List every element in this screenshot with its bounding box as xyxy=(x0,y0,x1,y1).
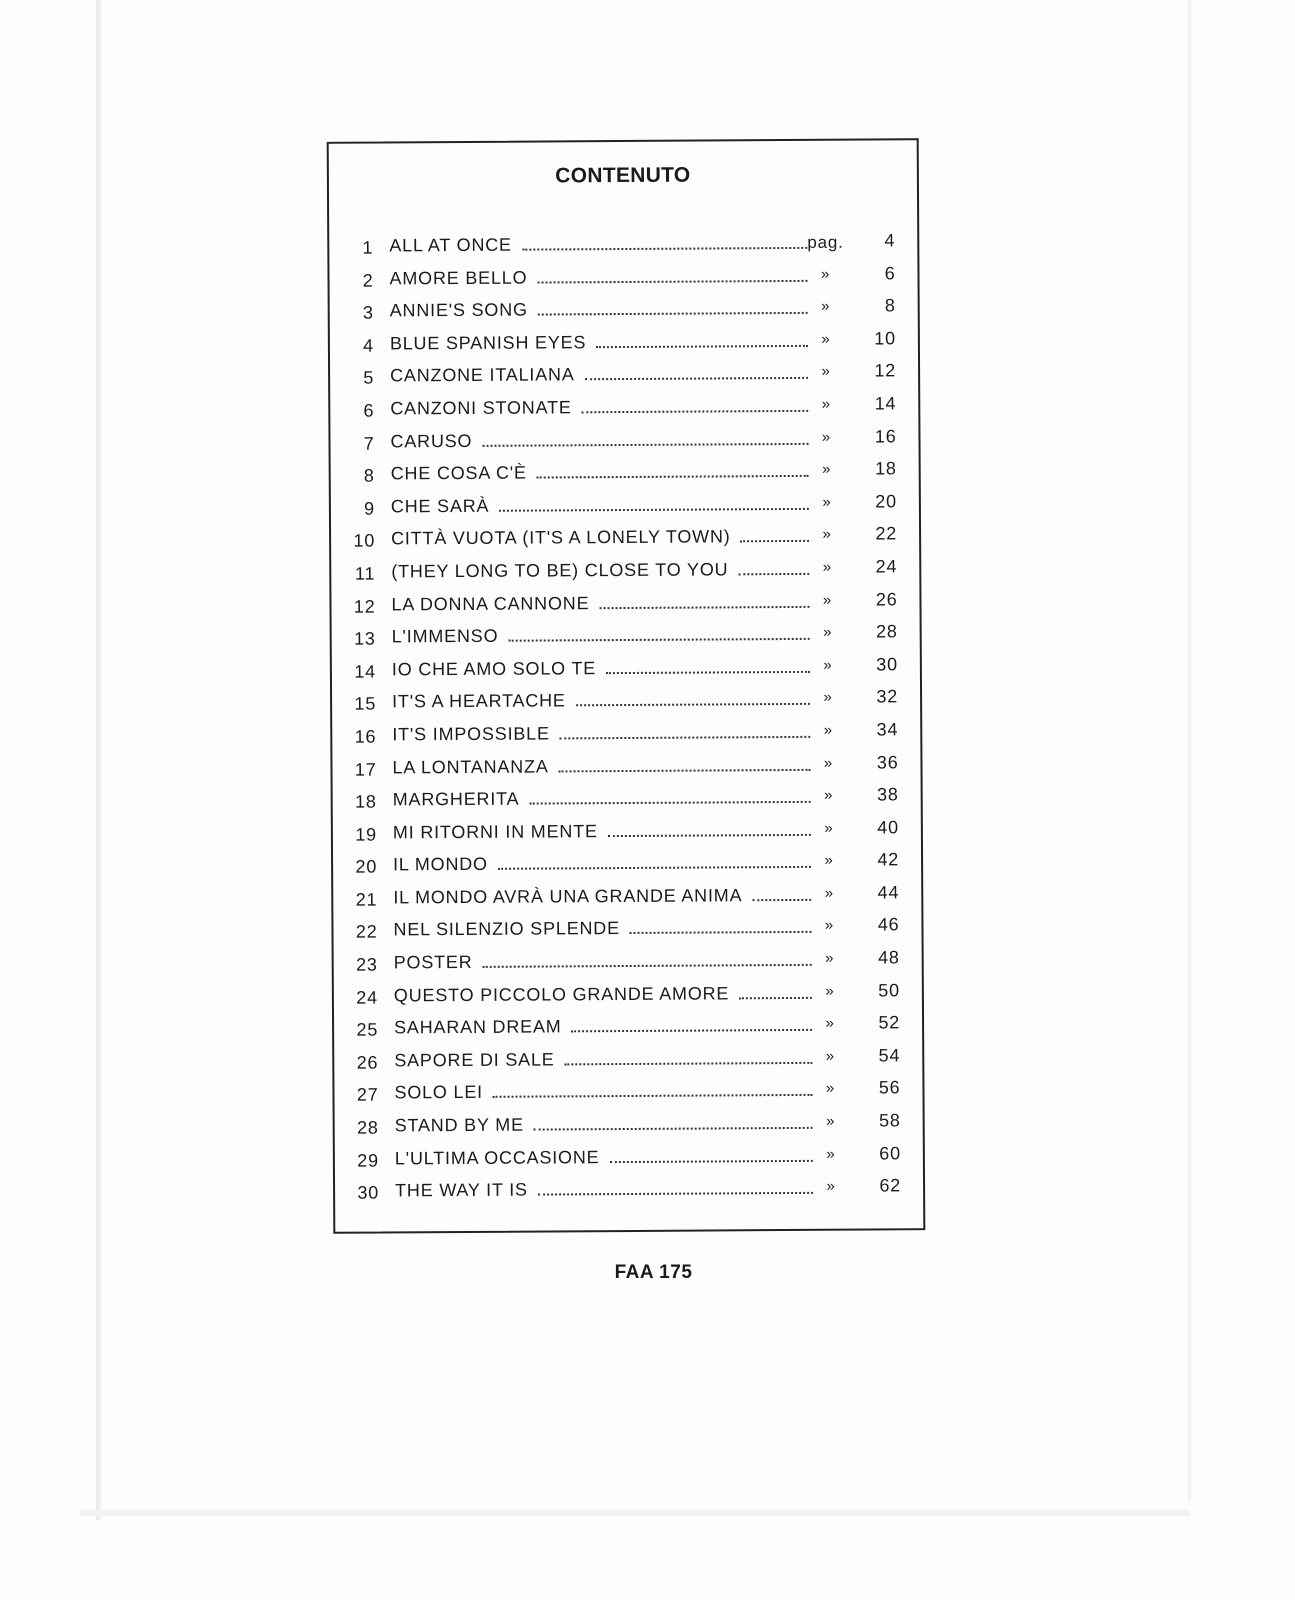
dot-leader xyxy=(596,345,808,348)
toc-entry xyxy=(330,391,918,427)
toc-entry-page-number: 52 xyxy=(878,1012,901,1033)
toc-entry-page-number: 32 xyxy=(876,686,899,707)
dot-leader xyxy=(572,1029,813,1032)
dot-leader xyxy=(538,312,808,316)
dot-leader xyxy=(508,638,809,642)
toc-entry-page-number: 12 xyxy=(874,360,897,381)
toc-entry xyxy=(330,424,918,460)
toc-entry-page-number: 26 xyxy=(875,588,898,610)
toc-entry-title-line xyxy=(393,787,811,811)
dot-leader xyxy=(752,899,811,901)
toc-entry xyxy=(331,456,919,492)
toc-entry xyxy=(335,1141,923,1177)
toc-entry-title-line xyxy=(394,1080,812,1104)
toc-entry-title: STAND BY ME xyxy=(394,1114,524,1136)
ditto-mark: » xyxy=(826,1112,836,1130)
dot-leader xyxy=(538,1192,813,1196)
toc-entry-page-number: 4 xyxy=(884,230,896,251)
toc-entry-title-line xyxy=(390,331,808,355)
ditto-mark: » xyxy=(823,656,833,674)
toc-entry-title: (THEY LONG TO BE) CLOSE TO YOU xyxy=(391,559,729,582)
toc-entry-number: 2 xyxy=(362,270,374,291)
toc-entry-title-line xyxy=(390,396,808,420)
toc-entry-title: SAHARAN DREAM xyxy=(394,1016,562,1038)
toc-entry-number: 28 xyxy=(357,1117,379,1138)
toc-entry-title: ANNIE'S SONG xyxy=(389,299,528,321)
toc-entry-number: 22 xyxy=(355,921,378,943)
toc-entry-title: CANZONE ITALIANA xyxy=(390,364,575,386)
toc-entry xyxy=(331,489,919,525)
toc-entry-page-number: 10 xyxy=(874,328,896,349)
toc-entry-title: LA DONNA CANNONE xyxy=(391,592,590,614)
ditto-mark: » xyxy=(822,460,832,478)
toc-entry-page-number: 62 xyxy=(879,1175,902,1196)
toc-entry-title-line xyxy=(390,428,808,452)
toc-entry-page-number: 30 xyxy=(876,654,898,675)
dot-leader xyxy=(560,736,811,740)
toc-entry-number: 13 xyxy=(354,628,376,649)
ditto-mark: » xyxy=(821,395,831,413)
dot-leader xyxy=(522,247,807,251)
toc-entry-number: 17 xyxy=(354,759,377,780)
ditto-mark: » xyxy=(824,852,834,870)
toc-entry xyxy=(335,1108,923,1144)
toc-entry-page-number: 46 xyxy=(877,914,900,935)
toc-entry-title-line xyxy=(393,852,811,876)
ditto-mark: » xyxy=(824,819,834,837)
toc-entry-title-line xyxy=(391,559,809,583)
toc-entry-title-line xyxy=(392,689,810,713)
toc-entry-page-number: 54 xyxy=(878,1045,901,1066)
toc-entry xyxy=(332,750,920,786)
dot-leader xyxy=(537,279,807,283)
table-of-contents-box xyxy=(327,138,926,1234)
toc-entry xyxy=(334,978,922,1014)
toc-entry-title-line xyxy=(394,983,812,1007)
toc-entry xyxy=(333,815,921,851)
ditto-mark: » xyxy=(825,1014,835,1033)
ditto-mark: » xyxy=(824,786,834,804)
ditto-mark: » xyxy=(821,330,831,348)
dot-leader xyxy=(585,377,809,380)
toc-entry-title-line xyxy=(390,298,808,322)
toc-entry-title: SAPORE DI SALE xyxy=(394,1049,555,1071)
toc-entry-title: IL MONDO AVRÀ UNA GRANDE ANIMA xyxy=(393,885,743,908)
toc-entry-number: 25 xyxy=(356,1019,379,1040)
page-abbreviation: pag. xyxy=(807,232,844,252)
toc-entry-page-number: 6 xyxy=(884,262,896,284)
toc-entry-title-line xyxy=(391,526,809,550)
toc-entry-title-line xyxy=(390,363,808,387)
dot-leader xyxy=(493,1094,813,1098)
toc-entry xyxy=(335,1173,923,1209)
toc-entry-page-number: 34 xyxy=(876,719,899,740)
ditto-mark: » xyxy=(823,623,833,641)
toc-entry-page-number: 16 xyxy=(874,425,897,447)
toc-entry-title-line xyxy=(394,1048,812,1072)
toc-entry-page-number: 42 xyxy=(877,849,900,870)
toc-entry-title: CHE SARÀ xyxy=(390,495,490,517)
toc-entry-number: 24 xyxy=(356,987,378,1008)
toc-entry-page-number: 38 xyxy=(876,784,899,805)
toc-entry-number: 1 xyxy=(362,237,374,258)
ditto-mark: » xyxy=(821,363,831,381)
toc-entry-page-number: 50 xyxy=(878,979,900,1001)
toc-entry xyxy=(331,522,919,558)
toc-entry xyxy=(334,945,922,981)
toc-entry-title: SOLO LEI xyxy=(394,1082,483,1103)
ditto-mark: » xyxy=(825,982,835,1000)
toc-entry-title: POSTER xyxy=(393,952,473,973)
ditto-mark: » xyxy=(826,1177,836,1196)
ditto-mark: » xyxy=(822,558,832,576)
toc-list xyxy=(329,228,923,1209)
toc-entry-page-number: 36 xyxy=(876,751,899,772)
toc-entry-number: 6 xyxy=(363,400,375,421)
toc-entry-page-number: 56 xyxy=(878,1077,901,1098)
dot-leader xyxy=(529,801,810,805)
toc-entry-number: 29 xyxy=(357,1150,379,1171)
toc-entry-title-line xyxy=(392,624,810,648)
toc-entry-page-number: 18 xyxy=(874,458,897,479)
toc-entry-number: 30 xyxy=(357,1182,380,1203)
toc-entry xyxy=(331,587,919,623)
dot-leader xyxy=(582,410,809,413)
toc-entry-page-number: 58 xyxy=(878,1110,901,1131)
toc-entry xyxy=(333,782,921,818)
toc-entry-title: QUESTO PICCOLO GRANDE AMORE xyxy=(393,983,730,1006)
toc-entry xyxy=(333,913,921,949)
toc-entry-page-number: 14 xyxy=(874,393,897,414)
ditto-mark: » xyxy=(821,297,831,315)
toc-entry-title-line xyxy=(389,233,807,257)
toc-entry-title: IT'S A HEARTACHE xyxy=(392,690,566,712)
toc-entry-page-number: 8 xyxy=(884,295,896,316)
toc-entry-number: 26 xyxy=(356,1052,379,1073)
ditto-mark: » xyxy=(825,1080,836,1098)
toc-entry-number: 11 xyxy=(354,563,376,584)
toc-entry-number: 27 xyxy=(356,1084,379,1106)
dot-leader xyxy=(609,1159,812,1162)
ditto-mark: » xyxy=(822,526,832,544)
dot-leader xyxy=(599,605,809,608)
ditto-mark: » xyxy=(821,428,832,446)
toc-entry-number: 16 xyxy=(354,726,377,747)
page-edge-left xyxy=(96,0,102,1520)
toc-entry-title: IT'S IMPOSSIBLE xyxy=(392,723,550,745)
ditto-mark: » xyxy=(823,721,833,739)
toc-entry-title-line xyxy=(395,1145,813,1169)
toc-entry xyxy=(334,1076,922,1112)
toc-entry-title-line xyxy=(395,1113,813,1137)
ditto-mark: » xyxy=(825,1047,835,1065)
toc-entry-title-line xyxy=(395,1178,813,1202)
toc-entry-title: CITTÀ VUOTA (IT'S A LONELY TOWN) xyxy=(391,526,731,549)
toc-entry-number: 10 xyxy=(353,530,376,552)
dot-leader xyxy=(498,866,811,870)
toc-entry-page-number: 28 xyxy=(875,621,898,642)
toc-title: CONTENUTO xyxy=(555,163,691,188)
toc-entry-number: 8 xyxy=(363,465,375,486)
toc-entry xyxy=(329,228,917,264)
toc-entry-number: 14 xyxy=(354,661,376,682)
dot-leader xyxy=(738,573,809,575)
toc-entry-number: 5 xyxy=(363,367,375,388)
dot-leader xyxy=(534,1127,813,1131)
toc-entry-page-number: 44 xyxy=(877,882,900,903)
ditto-mark: » xyxy=(820,265,831,283)
toc-entry-title: ALL AT ONCE xyxy=(389,234,512,256)
toc-entry-title-line xyxy=(389,265,807,289)
ditto-mark: » xyxy=(824,884,834,902)
toc-entry xyxy=(333,847,921,883)
toc-entry-title-line xyxy=(393,885,811,909)
toc-entry-title: MARGHERITA xyxy=(392,788,520,810)
dot-leader xyxy=(608,834,811,837)
toc-entry xyxy=(331,554,919,590)
toc-entry-title-line xyxy=(394,950,812,974)
ditto-mark: » xyxy=(823,689,833,707)
toc-entry-title: NEL SILENZIO SPLENDE xyxy=(393,918,620,940)
ditto-mark: » xyxy=(824,917,835,935)
dot-leader xyxy=(482,442,808,446)
dot-leader xyxy=(630,931,812,934)
toc-entry xyxy=(334,1043,922,1079)
toc-entry xyxy=(332,652,920,688)
toc-entry xyxy=(334,1010,922,1046)
toc-entry-number: 9 xyxy=(364,498,375,519)
toc-entry xyxy=(329,261,917,297)
catalog-code: FAA 175 xyxy=(614,1262,693,1283)
toc-entry-title: IO CHE AMO SOLO TE xyxy=(391,657,597,680)
toc-entry-title: MI RITORNI IN MENTE xyxy=(392,820,598,843)
dot-leader xyxy=(537,475,809,479)
toc-entry-title-line xyxy=(393,917,811,941)
toc-entry xyxy=(330,359,918,395)
toc-entry-number: 12 xyxy=(353,596,376,617)
toc-entry-title: L'ULTIMA OCCASIONE xyxy=(394,1146,600,1169)
dot-leader xyxy=(565,1062,813,1066)
toc-entry-title-line xyxy=(391,591,809,615)
toc-entry-page-number: 48 xyxy=(877,947,900,968)
dot-leader xyxy=(606,671,810,674)
toc-entry-title-line xyxy=(393,820,811,844)
toc-entry-page-number: 40 xyxy=(877,817,899,838)
toc-entry xyxy=(332,717,920,753)
toc-entry-title: CARUSO xyxy=(390,430,473,451)
toc-entry-title: IL MONDO xyxy=(393,854,488,875)
toc-entry-title-line xyxy=(391,494,809,518)
toc-entry xyxy=(330,326,918,362)
toc-entry xyxy=(330,293,918,329)
toc-entry-title-line xyxy=(392,754,810,778)
toc-entry-page-number: 22 xyxy=(875,523,898,544)
toc-entry-title-line xyxy=(394,1015,812,1039)
toc-entry-number: 18 xyxy=(355,791,377,812)
toc-entry-page-number: 20 xyxy=(875,491,897,512)
toc-entry-number: 20 xyxy=(355,856,378,877)
toc-entry-number: 15 xyxy=(354,693,377,714)
toc-entry-number: 19 xyxy=(355,824,377,845)
ditto-mark: » xyxy=(825,949,835,967)
toc-entry-page-number: 24 xyxy=(875,556,898,577)
toc-entry xyxy=(333,880,921,916)
toc-entry-number: 21 xyxy=(355,889,378,910)
dot-leader xyxy=(741,540,810,542)
toc-entry-number: 23 xyxy=(356,954,378,975)
dot-leader xyxy=(576,703,810,706)
page-bottom-shade xyxy=(80,1510,1190,1516)
ditto-mark: » xyxy=(822,493,832,511)
toc-entry-title: AMORE BELLO xyxy=(389,267,528,289)
toc-entry-page-number: 60 xyxy=(879,1142,901,1164)
toc-entry-title: THE WAY IT IS xyxy=(395,1179,528,1201)
ditto-mark: » xyxy=(823,754,834,772)
toc-entry-number: 3 xyxy=(362,302,374,323)
toc-entry-title: CANZONI STONATE xyxy=(390,397,572,419)
toc-entry xyxy=(332,685,920,721)
toc-entry-title-line xyxy=(392,722,810,746)
toc-entry-title: BLUE SPANISH EYES xyxy=(389,332,587,354)
toc-entry-title: CHE COSA C'È xyxy=(390,462,527,484)
toc-entry-number: 7 xyxy=(363,433,375,454)
toc-entry-title: L'IMMENSO xyxy=(391,625,499,647)
dot-leader xyxy=(483,964,812,968)
dot-leader xyxy=(559,768,811,772)
dot-leader xyxy=(739,997,812,999)
ditto-mark: » xyxy=(826,1145,836,1163)
ditto-mark: » xyxy=(822,591,833,609)
toc-entry-title-line xyxy=(391,461,809,485)
toc-entry xyxy=(332,619,920,655)
toc-entry-title: LA LONTANANZA xyxy=(392,755,549,777)
toc-entry-title-line xyxy=(392,657,810,681)
toc-entry-number: 4 xyxy=(363,335,374,356)
dot-leader xyxy=(499,508,809,512)
